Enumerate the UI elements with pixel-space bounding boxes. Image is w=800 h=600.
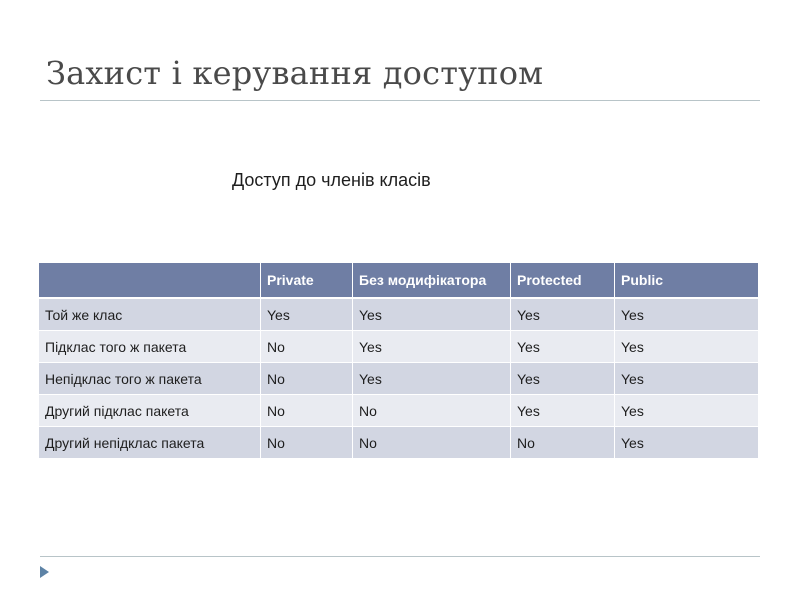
table-row — [39, 395, 759, 427]
table-cell: Непідклас того ж пакета — [39, 363, 261, 395]
table-header-cell: Private — [261, 263, 353, 299]
table-cell: Yes — [353, 298, 511, 331]
table-cell: No — [261, 363, 353, 395]
access-table — [38, 262, 759, 459]
table-cell: Yes — [615, 298, 759, 331]
table-cell: No — [261, 331, 353, 363]
table-cell: No — [511, 427, 615, 459]
triangle-right-icon — [40, 566, 49, 578]
title-divider — [40, 100, 760, 101]
table-row — [39, 331, 759, 363]
table-cell: Той же клас — [39, 298, 261, 331]
table-row — [39, 298, 759, 331]
table-header-cell: Public — [615, 263, 759, 299]
table-cell: Yes — [511, 395, 615, 427]
slide-title: Захист і керування доступом — [46, 54, 544, 92]
table-cell: Yes — [353, 363, 511, 395]
table-row — [39, 363, 759, 395]
table-cell: Другий підклас пакета — [39, 395, 261, 427]
table-cell: No — [261, 427, 353, 459]
table-cell: No — [353, 395, 511, 427]
table-header-cell: Без модифікатора — [353, 263, 511, 299]
table-cell: Підклас того ж пакета — [39, 331, 261, 363]
table-cell: Yes — [511, 331, 615, 363]
table-header-row — [39, 263, 759, 299]
table-cell: Другий непідклас пакета — [39, 427, 261, 459]
table-header-cell — [39, 263, 261, 299]
table-cell: No — [261, 395, 353, 427]
table-cell: No — [353, 427, 511, 459]
table-cell: Yes — [261, 298, 353, 331]
table-cell: Yes — [615, 331, 759, 363]
table-header-cell: Protected — [511, 263, 615, 299]
table-cell: Yes — [615, 427, 759, 459]
slide-subtitle: Доступ до членів класів — [232, 170, 431, 190]
table-cell: Yes — [615, 395, 759, 427]
table-cell: Yes — [511, 298, 615, 331]
table-cell: Yes — [353, 331, 511, 363]
table-row — [39, 427, 759, 459]
footer-divider — [40, 556, 760, 557]
table-cell: Yes — [511, 363, 615, 395]
table-cell: Yes — [615, 363, 759, 395]
